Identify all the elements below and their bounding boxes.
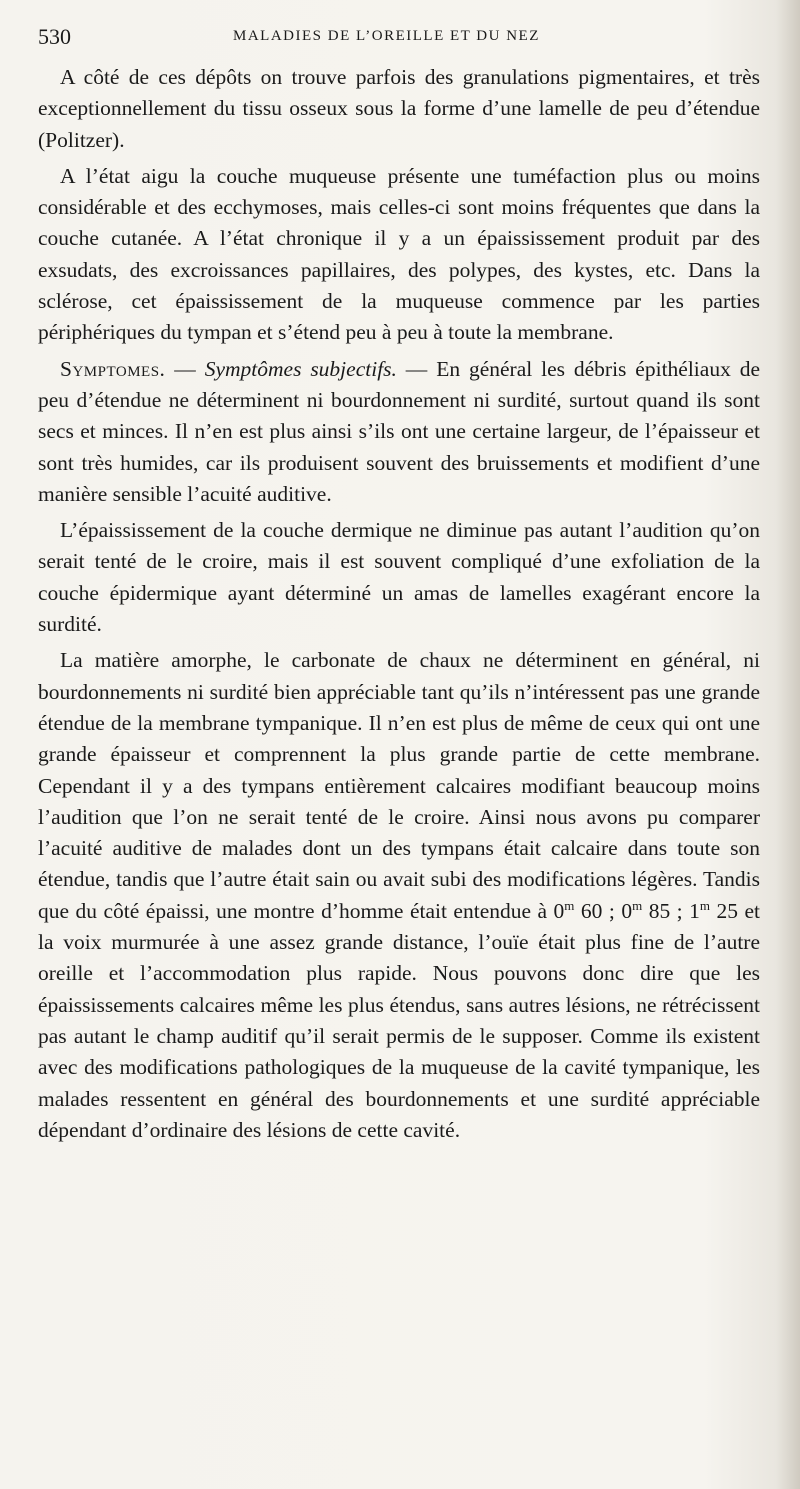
unit-superscript: m <box>699 897 711 913</box>
body-text <box>38 62 760 1151</box>
paragraph-text: La matière amorphe, le carbonate de chaux ne déterminent en général, ni bourdonnements ni surdité bien appréciable tant qu’ils n’intéressent pas une grande étendue de la membrane tympanique. Il n’en est plus de même de ceux qui ont une grande épaisseur et comprennent la plus grande partie de cette membrane. Cependant il y a des tympans entièrement calcaires modifiant beaucoup moins l’audition que l’on ne serait tenté de le croire. Ainsi nous avons pu comparer l’acuité auditive de malades dont un des tympans était calcaire dans toute son étendue, tandis que l’autre était sain ou avait subi des modifications légères. Tandis que du côté épaissi, une montre d’homme était entendue à 0 <box>38 648 760 923</box>
section-heading-symptoms: Symptomes. <box>60 356 166 381</box>
paragraph-text: 85 ; 1 <box>642 898 700 923</box>
em-dash: — <box>165 356 205 381</box>
paragraph-text: 60 ; 0 <box>574 898 633 923</box>
unit-superscript: m <box>632 897 643 913</box>
paragraph-text: A l’état aigu la couche muqueuse présente une tuméfaction plus ou moins considérable et des ecchymoses, mais celles-ci sont moins fréquentes que dans la couche cutanée. A l’état chronique il y a un épaississement produit par des exsudats, des excroissances papillaires, des polypes, des kystes, etc. Dans la sclérose, cet épaississement de la muqueuse commence par les parties périphériques du tympan et s’étend peu à peu à toute la membrane. <box>38 163 760 345</box>
paragraph-symptoms <box>38 354 760 510</box>
paragraph-text: L’épaississement de la couche dermique ne diminue pas autant l’audition qu’on serait tenté de le croire, mais il est souvent compliqué d’une exfoliation de la couche épidermique ayant déterminé un amas de lamelles exagérant encore la surdité. <box>38 518 760 637</box>
page-header <box>38 22 758 62</box>
em-dash: — <box>396 356 437 381</box>
paragraph-text: A côté de ces dépôts on trouve parfois des granulations pigmentaires, et très exceptionnellement du tissu osseux sous la forme d’une lamelle de peu d’étendue (Politzer). <box>38 65 760 152</box>
page-number: 530 <box>38 24 71 49</box>
subsection-heading-subjective: Symptômes subjectifs. <box>204 356 397 381</box>
paragraph-mucous-layer <box>38 161 760 349</box>
running-head: MALADIES DE L’OREILLE ET DU NEZ <box>233 28 540 44</box>
paragraph-pigment-deposits <box>38 62 760 156</box>
paragraph-text: 25 et la voix murmurée à une assez grande distance, l’ouïe était plus fine de l’autre oreille et l’accommodation plus rapide. Nous pouvons donc dire que les épaississements calcaires même les plus étendus, sans autres lésions, ne rétrécissent pas autant le champ auditif qu’il serait permis de le supposer. Comme ils existent avec des modifications pathologiques de la muqueuse de la cavité tympanique, les malades ressentent en général des bourdonnements et une surdité appréciable dépendant d’ordinaire des lésions de cette cavité. <box>38 898 760 1142</box>
paragraph-dermal-thickening <box>38 515 760 640</box>
unit-superscript: m <box>564 897 575 913</box>
paragraph-calcareous-deposits <box>38 645 760 1146</box>
paragraph-text: En général les débris épithéliaux de peu d’étendue ne déterminent ni bourdonnement ni surdité, surtout quand ils sont secs et minces. Il n’en est plus ainsi s’ils ont une certaine largeur, de l’épaisseur et sont très humides, car ils produisent souvent des bruissements et modifient d’une manière sensible l’acuité auditive. <box>38 356 761 506</box>
